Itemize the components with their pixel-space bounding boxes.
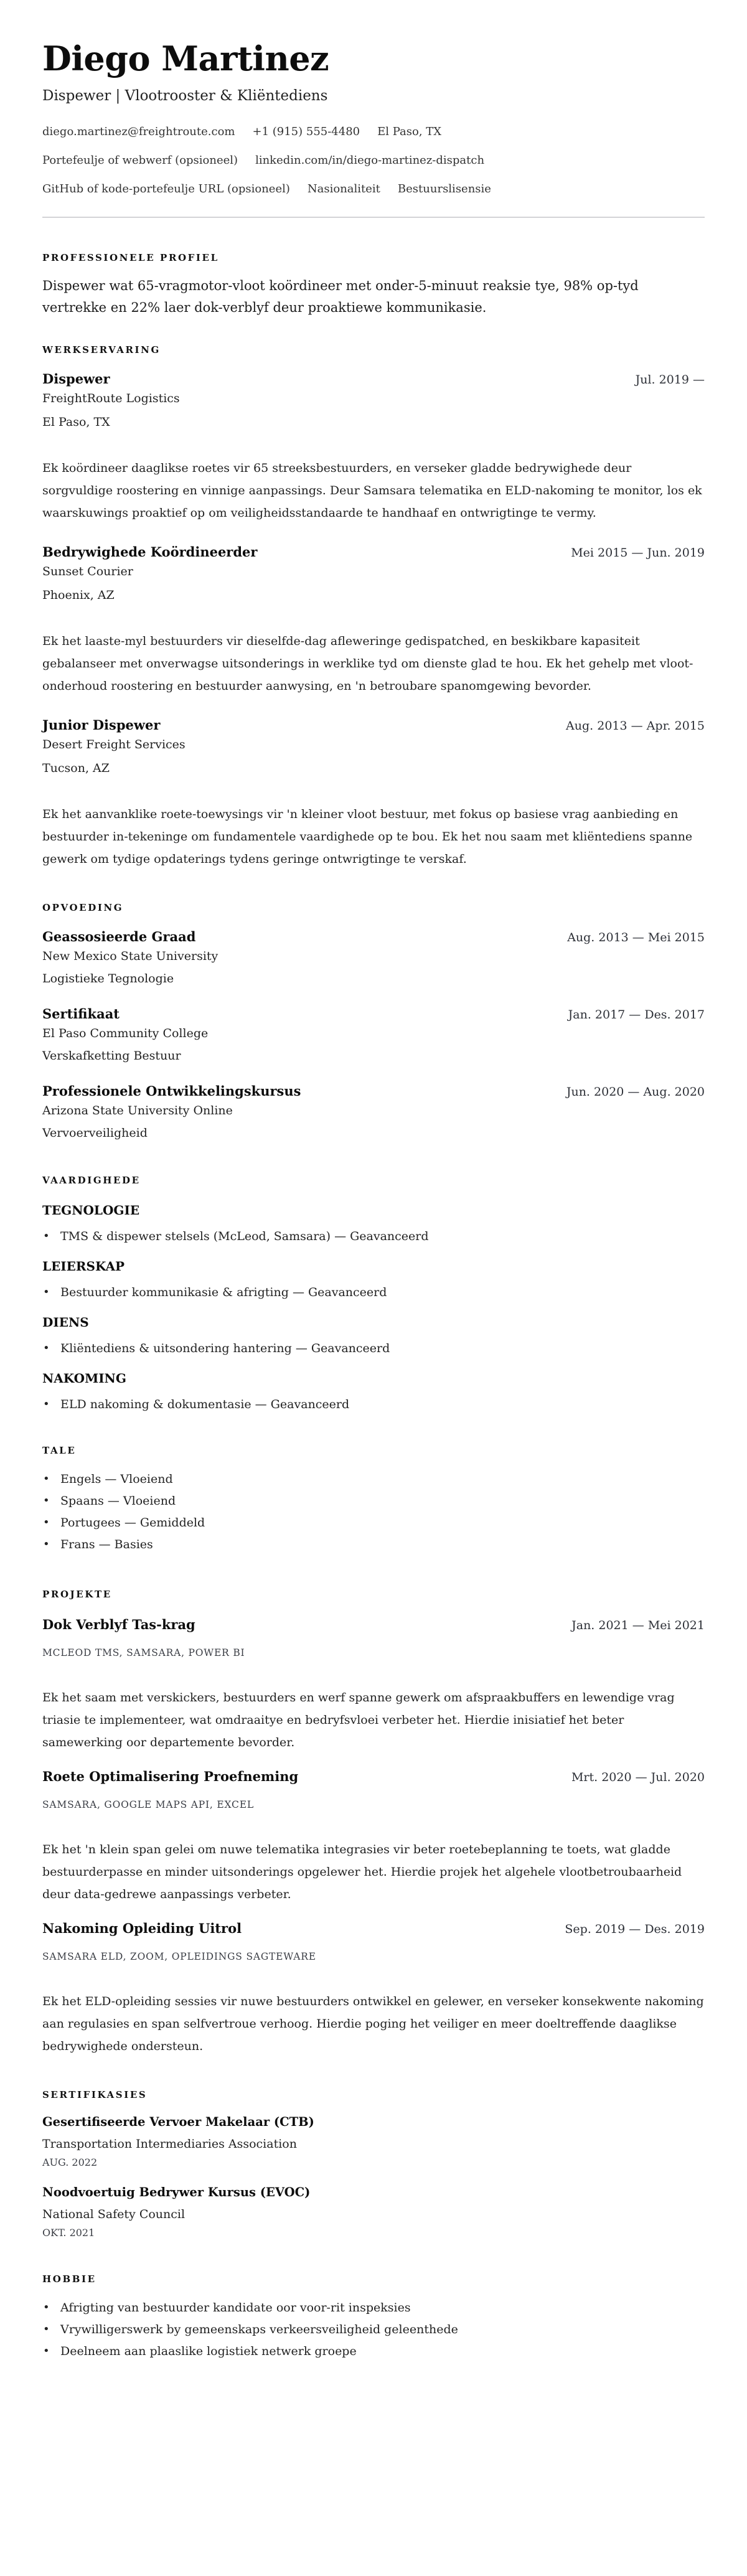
- contact-drivers-license: Bestuurslisensie: [397, 182, 491, 195]
- degree-title: Sertifikaat: [42, 1006, 120, 1022]
- job-description: Ek koördineer daaglikse roetes vir 65 streeksbestuurders, en verseker gladde bedrywighede deur sorgvuldige roostering en vinnige aanpassings. Deur Samsara telematika en ELD-nakoming te monitor, los ek waarskuwings proaktief op om veiligheidsstandaarde te handhaaf en ontwrigtinge te vermy.: [42, 461, 702, 520]
- experience-entry: [42, 716, 705, 870]
- contact-row: [42, 123, 705, 141]
- language-list: [42, 1470, 705, 1553]
- section-heading: TALE: [42, 1445, 77, 1456]
- education-field: Vervoerveiligheid: [42, 1126, 148, 1140]
- project-entry: [42, 1615, 705, 1754]
- skill-group: [42, 1314, 705, 1357]
- projects-section: [42, 1588, 705, 2057]
- education-institution: Arizona State University Online: [42, 1104, 233, 1117]
- project-title: Nakoming Opleiding Uitrol: [42, 1920, 242, 1936]
- education-section: [42, 901, 705, 1142]
- project-tech-stack: SAMSARA ELD, ZOOM, OPLEIDINGS SAGTEWARE: [42, 1951, 316, 1962]
- section-heading: SERTIFIKASIES: [42, 2089, 148, 2100]
- project-dates: Jan. 2021 — Mei 2021: [571, 1619, 705, 1632]
- skill-list: [42, 1228, 705, 1245]
- skill-group: [42, 1257, 705, 1301]
- job-company: FreightRoute Logistics: [42, 392, 180, 405]
- project-dates: Sep. 2019 — Des. 2019: [565, 1922, 705, 1936]
- job-title: Bedrywighede Koördineerder: [42, 544, 258, 560]
- contact-location: El Paso, TX: [377, 125, 442, 138]
- education-dates: Jan. 2017 — Des. 2017: [568, 1008, 705, 1022]
- education-entry: [42, 928, 705, 987]
- section-heading: OPVOEDING: [42, 902, 124, 913]
- job-company: Desert Freight Services: [42, 738, 186, 751]
- hobbies-section: [42, 2273, 705, 2360]
- hobby-list: [42, 2299, 705, 2360]
- project-description: Ek het ELD-opleiding sessies vir nuwe bestuurders ontwikkel en gelewer, en verseker konsekwente nakoming aan regulasies en span selfvertroue verhoog. Hierdie poging het veiliger en meer doeltreffende daaglikse bedrywighede ondersteun.: [42, 1995, 704, 2053]
- contact-row: [42, 181, 705, 198]
- job-company: Sunset Courier: [42, 565, 133, 578]
- project-title: Dok Verblyf Tas-krag: [42, 1617, 195, 1632]
- project-entry: [42, 1767, 705, 1906]
- job-description: Ek het aanvanklike roete-toewysings vir 'n kleiner vloot bestuur, met fokus op basiese vrag aanbieding en bestuurder in-tekeninge om fundamentele vaardighede op te bou. Ek het nou saam met kliëntediens spanne gewerk om tydige opdaterings tydens geringe ontwrigtinge te verskaf.: [42, 807, 693, 866]
- project-description: Ek het saam met verskickers, bestuurders en werf spanne gewerk om afspraakbuffers en lewendige vrag triasie te implementeer, wat omdraaitye en bedryfsvloei verbeter het. Hierdie inisiatief het beter samewerking oor departemente bevorder.: [42, 1691, 675, 1749]
- job-dates: Mei 2015 — Jun. 2019: [571, 546, 705, 560]
- contact-email[interactable]: diego.martinez@freightroute.com: [42, 125, 235, 138]
- contact-github[interactable]: GitHub of kode-portefeulje URL (opsioneel): [42, 182, 290, 195]
- section-heading: HOBBIE: [42, 2273, 96, 2285]
- certifications-section: [42, 2089, 705, 2240]
- certification-entry: [42, 2113, 705, 2170]
- degree-title: Geassosieerde Graad: [42, 929, 196, 944]
- language-item: • Frans — Basies: [42, 1536, 705, 1553]
- resume-header: [42, 39, 705, 218]
- section-heading: WERKSERVARING: [42, 344, 161, 355]
- header-divider: [42, 217, 705, 218]
- project-dates: Mrt. 2020 — Jul. 2020: [571, 1770, 705, 1784]
- languages-section: [42, 1444, 705, 1553]
- certification-issuer: National Safety Council: [42, 2207, 186, 2221]
- project-description: Ek het 'n klein span gelei om nuwe telematika integrasies vir beter roetebeplanning te toets, wat gladde bestuurderpasse en minder uitsonderings opgelewer het. Hierdie projek het algehele vlootbetroubaarheid deur data-gedrewe aanpassings verbeter.: [42, 1843, 682, 1901]
- candidate-title: Dispewer | Vlootrooster & Kliëntediens: [42, 88, 328, 104]
- certification-entry: [42, 2184, 705, 2240]
- education-dates: Aug. 2013 — Mei 2015: [567, 931, 705, 944]
- hobby-item: • Afrigting van bestuurder kandidate oor voor-rit inspeksies: [42, 2299, 705, 2316]
- skills-section: [42, 1174, 705, 1413]
- skill-list: [42, 1284, 705, 1301]
- skill-category: TEGNOLOGIE: [42, 1203, 140, 1218]
- project-tech-stack: MCLEOD TMS, SAMSARA, POWER BI: [42, 1647, 245, 1658]
- skill-group: [42, 1370, 705, 1413]
- degree-title: Professionele Ontwikkelingskursus: [42, 1083, 301, 1099]
- certification-title: Gesertifiseerde Vervoer Makelaar (CTB): [42, 2115, 314, 2129]
- section-heading: PROFESSIONELE PROFIEL: [42, 252, 219, 263]
- contact-nationality: Nasionaliteit: [307, 182, 380, 195]
- candidate-name: Diego Martinez: [42, 39, 329, 78]
- skill-item: • TMS & dispewer stelsels (McLeod, Samsara) — Geavanceerd: [42, 1228, 705, 1245]
- certification-issuer: Transportation Intermediaries Association: [42, 2137, 297, 2151]
- job-location: El Paso, TX: [42, 415, 110, 429]
- certification-title: Noodvoertuig Bedrywer Kursus (EVOC): [42, 2185, 311, 2199]
- section-heading: VAARDIGHEDE: [42, 1175, 141, 1186]
- language-item: • Spaans — Vloeiend: [42, 1492, 705, 1510]
- section-heading: PROJEKTE: [42, 1589, 112, 1600]
- language-item: • Portugees — Gemiddeld: [42, 1514, 705, 1531]
- job-title: Junior Dispewer: [42, 717, 161, 733]
- skill-item: • ELD nakoming & dokumentasie — Geavanceerd: [42, 1396, 705, 1413]
- contact-phone[interactable]: +1 (915) 555-4480: [252, 125, 360, 138]
- contact-row: [42, 152, 705, 169]
- education-institution: El Paso Community College: [42, 1027, 209, 1040]
- job-title: Dispewer: [42, 371, 110, 387]
- education-institution: New Mexico State University: [42, 949, 218, 963]
- contact-linkedin[interactable]: linkedin.com/in/diego-martinez-dispatch: [255, 154, 485, 167]
- job-dates: Jul. 2019 —: [635, 373, 705, 387]
- project-tech-stack: SAMSARA, GOOGLE MAPS API, EXCEL: [42, 1799, 254, 1810]
- skill-category: NAKOMING: [42, 1371, 126, 1386]
- skill-item: • Bestuurder kommunikasie & afrigting — Geavanceerd: [42, 1284, 705, 1301]
- job-location: Tucson, AZ: [42, 761, 110, 775]
- project-entry: [42, 1919, 705, 2057]
- skill-item: • Kliëntediens & uitsondering hantering — Geavanceerd: [42, 1340, 705, 1357]
- job-description: Ek het laaste-myl bestuurders vir dieselfde-dag afleweringe gedispatched, en beskikbare kapasiteit gebalanseer met onverwagse uitsonderings in werklike tyd om dienste glad te hou. Ek het gehelp met vloot-onderhoud roostering en bestuurder aanwysing, en 'n betroubare spanomgewing bevorder.: [42, 634, 693, 693]
- education-field: Verskafketting Bestuur: [42, 1049, 181, 1063]
- skill-list: [42, 1340, 705, 1357]
- job-location: Phoenix, AZ: [42, 588, 115, 602]
- certification-date: AUG. 2022: [42, 2156, 98, 2168]
- education-entry: [42, 1082, 705, 1142]
- experience-entry: [42, 370, 705, 524]
- education-entry: [42, 1005, 705, 1065]
- summary-text: Dispewer wat 65-vragmotor-vloot koördineer met onder-5-minuut reaksie tye, 98% op-tyd vertrekke en 22% laer dok-verblyf deur proaktiewe kommunikasie.: [42, 278, 639, 315]
- skill-list: [42, 1396, 705, 1413]
- education-field: Logistieke Tegnologie: [42, 972, 174, 985]
- project-title: Roete Optimalisering Proefneming: [42, 1769, 299, 1784]
- job-dates: Aug. 2013 — Apr. 2015: [566, 719, 705, 733]
- language-item: • Engels — Vloeiend: [42, 1470, 705, 1488]
- skill-category: DIENS: [42, 1315, 89, 1330]
- summary-section: [42, 251, 705, 319]
- experience-entry: [42, 543, 705, 697]
- education-dates: Jun. 2020 — Aug. 2020: [566, 1085, 705, 1099]
- contact-portfolio[interactable]: Portefeulje of webwerf (opsioneel): [42, 154, 238, 167]
- certification-date: OKT. 2021: [42, 2227, 95, 2239]
- hobby-item: • Vrywilligerswerk by gemeenskaps verkeersveiligheid geleenthede: [42, 2321, 705, 2338]
- skill-category: LEIERSKAP: [42, 1259, 125, 1274]
- experience-section: [42, 344, 705, 870]
- hobby-item: • Deelneem aan plaaslike logistiek netwerk groepe: [42, 2343, 705, 2360]
- skill-group: [42, 1201, 705, 1245]
